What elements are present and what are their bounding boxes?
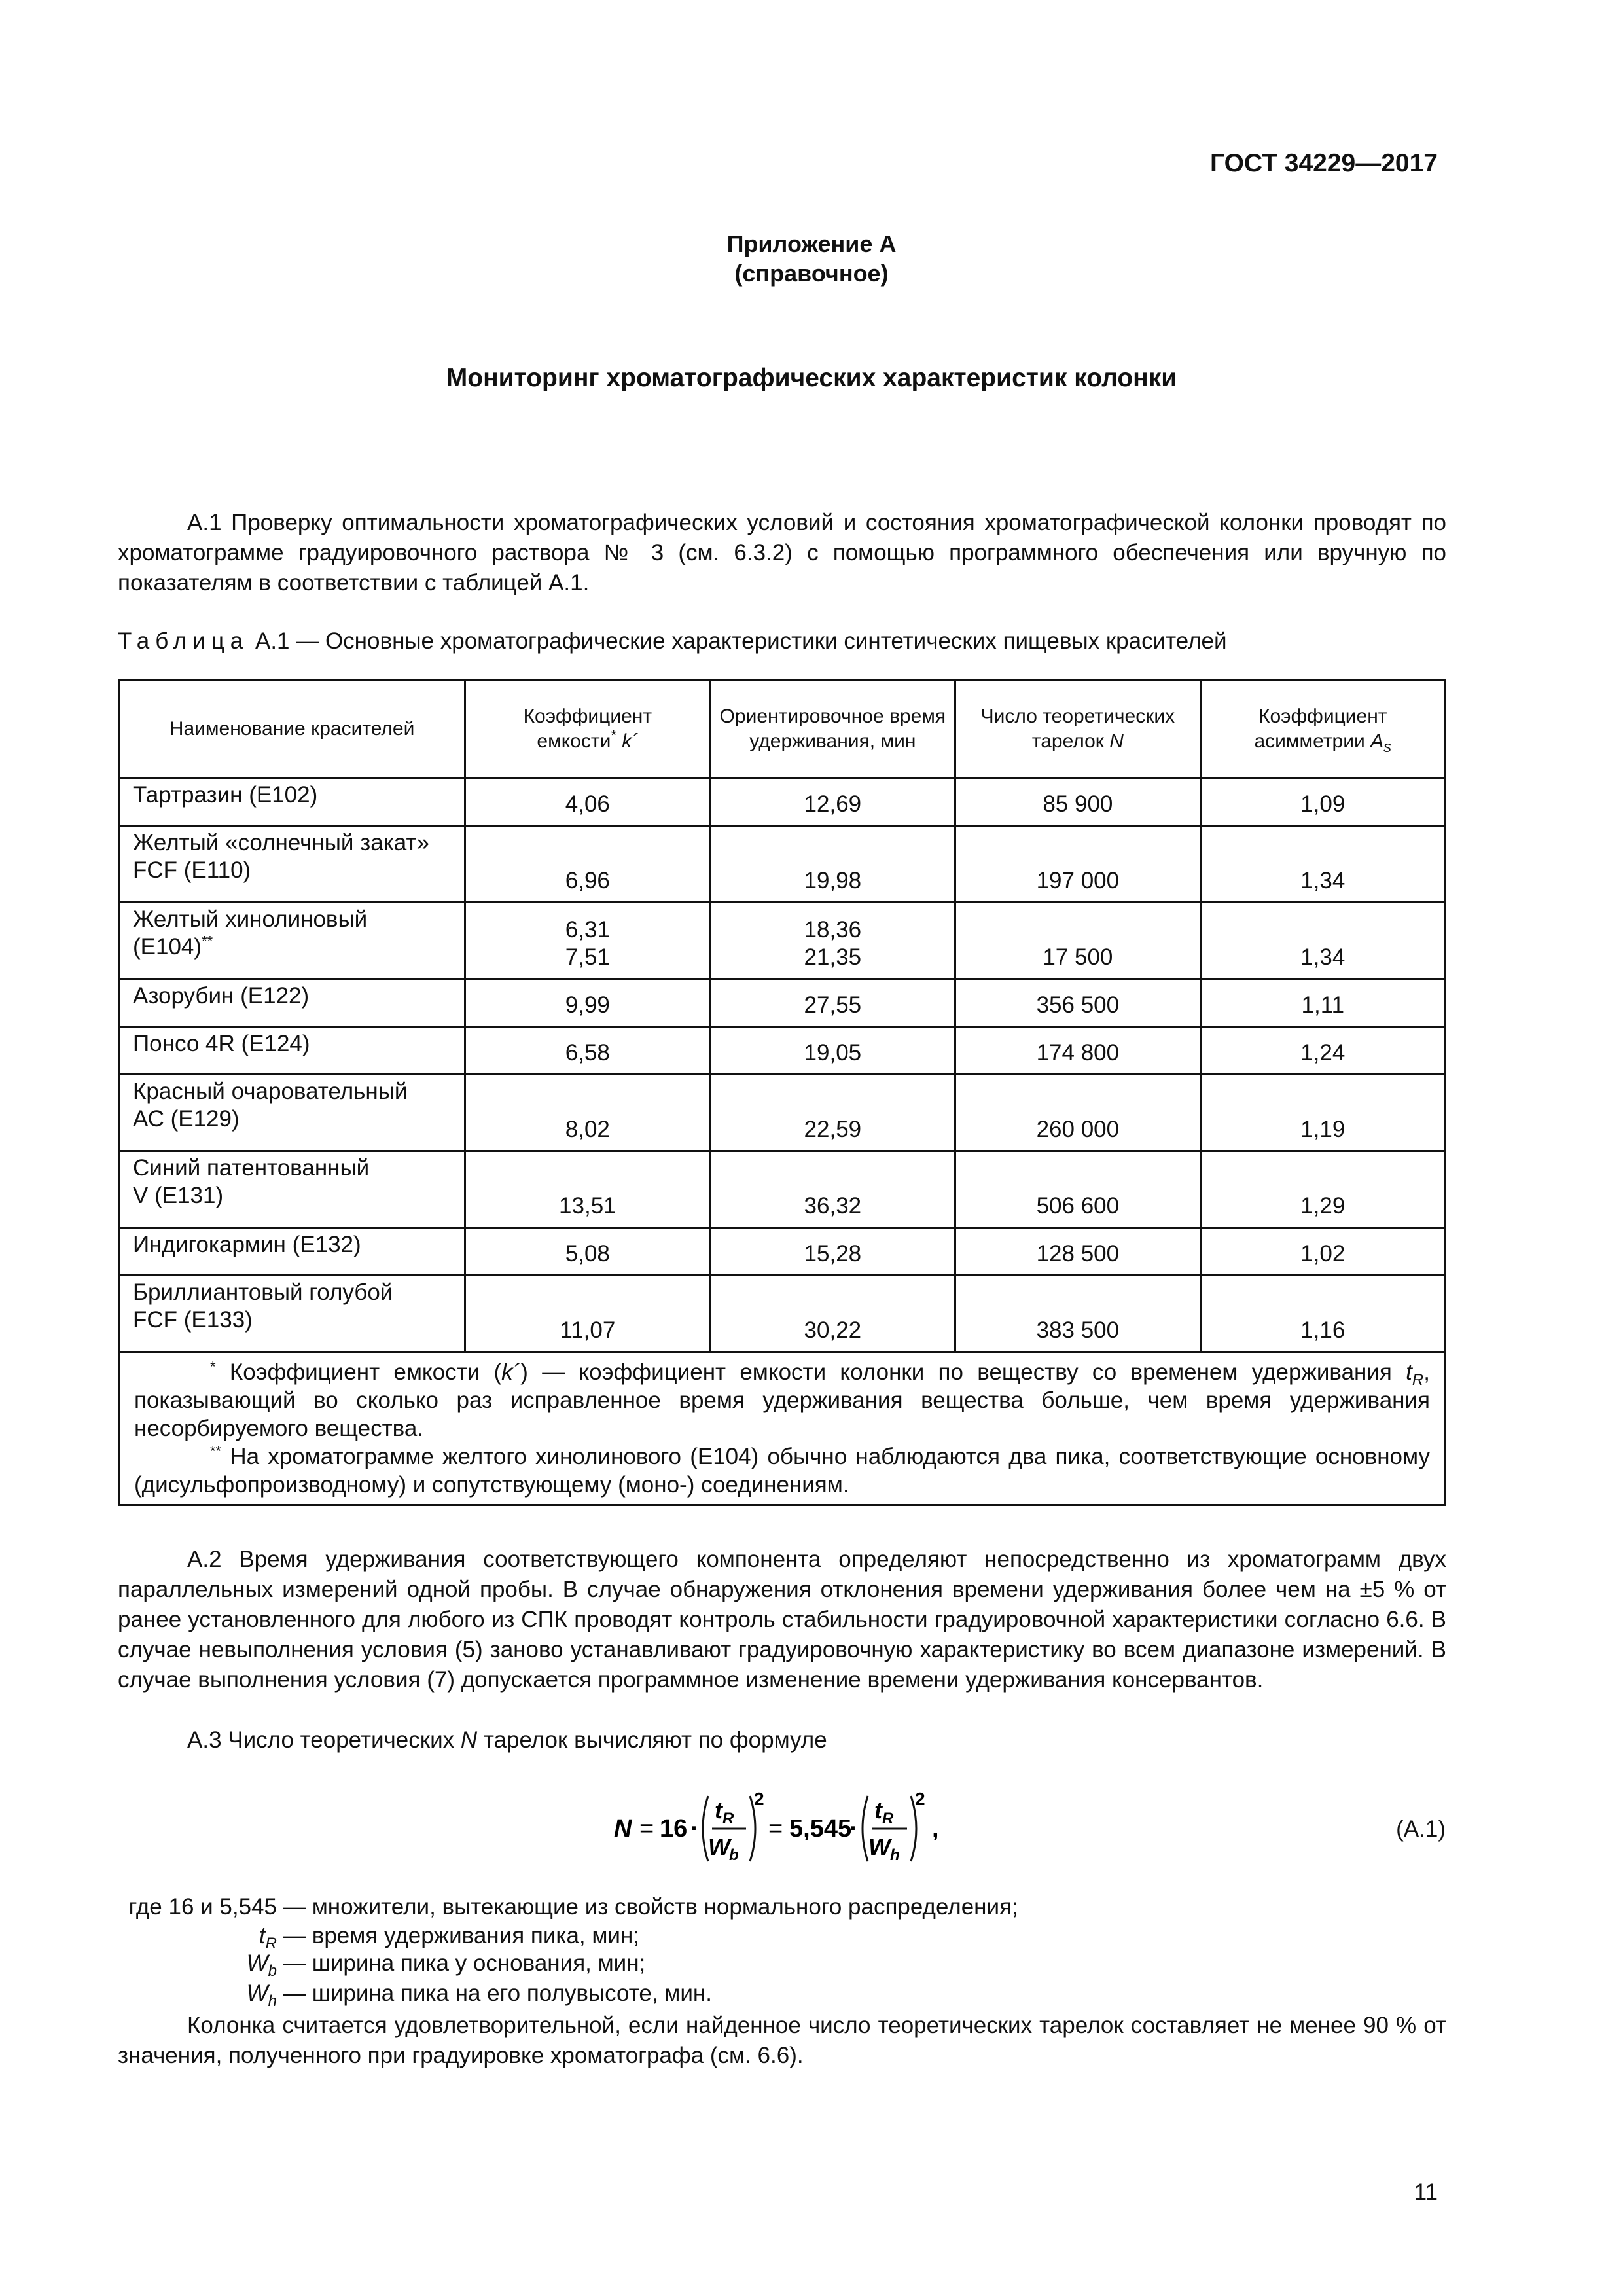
cell-dye-name: Тартразин (Е102) (119, 778, 465, 826)
cell-plates: 197 000 (955, 826, 1200, 903)
header-asymmetry: Коэффициент асимметрии $A_s$ (1200, 681, 1445, 778)
formula-wb-sub: b (729, 1846, 739, 1864)
page-number: 11 (1414, 2179, 1438, 2205)
cell-asymmetry: 1,02 (1200, 1228, 1445, 1276)
cell-retention: 19,98 (710, 826, 955, 903)
cell-retention: 12,69 (710, 778, 955, 826)
formula-dot1: · (690, 1815, 699, 1842)
formula-power-2: 2 (915, 1789, 925, 1809)
cell-capacity: 6,96 (465, 826, 710, 903)
formula-t2: t (874, 1797, 882, 1823)
cell-retention: 30,22 (710, 1276, 955, 1352)
formula-t1: t (715, 1797, 722, 1823)
formula-t2-sub: R (882, 1810, 894, 1827)
table-row (119, 1276, 1446, 1352)
formula-eq2: = (768, 1815, 783, 1842)
cell-capacity: 11,07 (465, 1276, 710, 1352)
formula-c1: 16 (660, 1815, 688, 1842)
header-retention: Ориентировочное время удерживания, мин (710, 681, 955, 778)
plates-formula (0, 1782, 1623, 1873)
cell-capacity: 13,51 (465, 1151, 710, 1228)
cell-plates: 85 900 (955, 778, 1200, 826)
cell-plates: 383 500 (955, 1276, 1200, 1352)
cell-asymmetry: 1,34 (1200, 826, 1445, 903)
where-description: — время удерживания пика, мин; (283, 1923, 640, 1948)
formula-comma: , (932, 1815, 939, 1842)
where-symbol: $W_b$ (246, 1950, 277, 1980)
cell-capacity: 8,02 (465, 1075, 710, 1151)
cell-dye-name: Понсо 4R (Е124) (119, 1027, 465, 1075)
formula-wh: W (868, 1833, 891, 1860)
cell-asymmetry: 1,16 (1200, 1276, 1445, 1352)
formula-wb: W (708, 1833, 730, 1860)
table-caption (118, 628, 1227, 655)
table-row (119, 903, 1446, 979)
table-notes-row (119, 1352, 1446, 1505)
formula-t1-sub: R (722, 1810, 734, 1827)
cell-retention: 36,32 (710, 1151, 955, 1228)
cell-plates: 174 800 (955, 1027, 1200, 1075)
where-symbol: $t_R$ (259, 1923, 277, 1952)
header-capacity: Коэффициент емкости* k´ (465, 681, 710, 778)
formula-number: (А.1) (1396, 1816, 1446, 1842)
cell-asymmetry: 1,11 (1200, 979, 1445, 1027)
table-row (119, 1075, 1446, 1151)
header-name: Наименование красителей (119, 681, 465, 778)
cell-plates: 17 500 (955, 903, 1200, 979)
cell-dye-name: Красный очаровательный АС (Е129) (119, 1075, 465, 1151)
table-row (119, 778, 1446, 826)
where-symbol: $W_h$ (246, 1981, 277, 2010)
footnote-1: * Коэффициент емкости (k´) — коэффициент емкости колонки по веществу со временем удерживания $t_R$, показывающий во сколько раз исправленное время удерживания вещества больше, чем время удерживания несорбируемого вещества. (134, 1358, 1430, 1441)
annex-kind: (справочное) (734, 260, 889, 287)
formula-paren-left-2 (863, 1796, 868, 1861)
formula-dot2: · (849, 1815, 858, 1842)
where-description: — множители, вытекающие из свойств нормального распределения; (283, 1894, 1018, 1920)
formula-lhs: N (614, 1815, 632, 1842)
header-plates: Число теоретических тарелок N (955, 681, 1200, 778)
cell-retention: 18,36 21,35 (710, 903, 955, 979)
characteristics-table (118, 679, 1446, 1506)
formula-c2: 5,545 (789, 1815, 852, 1842)
cell-capacity: 6,58 (465, 1027, 710, 1075)
conclusion-paragraph: Колонка считается удовлетворительной, если найденное число теоретических тарелок составляет не менее 90 % от значения, полученного при градуировке хроматографа (см. 6.6). (118, 2013, 1446, 2068)
cell-plates: 356 500 (955, 979, 1200, 1027)
cell-capacity: 9,99 (465, 979, 710, 1027)
where-symbol: где 16 и 5,545 (128, 1894, 277, 1920)
cell-capacity: 4,06 (465, 778, 710, 826)
cell-dye-name: Синий патентованный V (Е131) (119, 1151, 465, 1228)
table-header-row (119, 681, 1446, 778)
table-row (119, 826, 1446, 903)
formula-power-1: 2 (754, 1789, 764, 1809)
cell-asymmetry: 1,09 (1200, 778, 1445, 826)
cell-dye-name: Азорубин (Е122) (119, 979, 465, 1027)
cell-plates: 506 600 (955, 1151, 1200, 1228)
cell-retention: 27,55 (710, 979, 955, 1027)
cell-retention: 15,28 (710, 1228, 955, 1276)
cell-retention: 22,59 (710, 1075, 955, 1151)
annex-title: Приложение А (726, 230, 897, 257)
table-row (119, 979, 1446, 1027)
table-caption-text: А.1 — Основные хроматографические характеристики синтетических пищевых красителей (255, 628, 1227, 654)
table-row (119, 1228, 1446, 1276)
formula-paren-left-1 (703, 1796, 708, 1861)
cell-retention: 19,05 (710, 1027, 955, 1075)
cell-dye-name: Желтый «солнечный закат» FCF (Е110) (119, 826, 465, 903)
cell-capacity: 5,08 (465, 1228, 710, 1276)
table-row (119, 1151, 1446, 1228)
cell-asymmetry: 1,24 (1200, 1027, 1445, 1075)
cell-asymmetry: 1,29 (1200, 1151, 1445, 1228)
cell-asymmetry: 1,34 (1200, 903, 1445, 979)
paragraph-a1: А.1 Проверку оптимальности хроматографических условий и состояния хроматографической колонки проводят по хроматограмме градуировочного раствора № 3 (см. 6.3.2) с помощью программного обеспечения или вручную по показателям в соответствии с таблицей А.1. (118, 510, 1446, 596)
where-description: — ширина пика у основания, мин; (283, 1950, 646, 1976)
cell-dye-name: Индигокармин (Е132) (119, 1228, 465, 1276)
cell-asymmetry: 1,19 (1200, 1075, 1445, 1151)
cell-plates: 260 000 (955, 1075, 1200, 1151)
where-description: — ширина пика на его полувысоте, мин. (283, 1981, 712, 2006)
table-caption-prefix: Таблица (118, 628, 249, 654)
cell-dye-name: Бриллиантовый голубой FCF (Е133) (119, 1276, 465, 1352)
standard-designation: ГОСТ 34229—2017 (1210, 149, 1438, 177)
table-row (119, 1027, 1446, 1075)
formula-wh-sub: h (890, 1846, 900, 1864)
cell-plates: 128 500 (955, 1228, 1200, 1276)
cell-dye-name: Желтый хинолиновый (Е104)** (119, 903, 465, 979)
paragraph-a3: А.3 Число теоретических N тарелок вычисляют по формуле (187, 1727, 827, 1753)
cell-capacity: 6,31 7,51 (465, 903, 710, 979)
formula-eq1: = (639, 1815, 654, 1842)
paragraph-a2: А.2 Время удерживания соответствующего компонента определяют непосредственно из хроматограмм двух параллельных измерений одной пробы. В случае обнаружения отклонения времени удерживания более чем на ±5 % от ранее установленного для любого из СПК проводят контроль стабильности градуировочной характеристики согласно 6.6. В случае невыполнения условия (5) заново устанавливают градуировочную характеристику во всем диапазоне измерений. В случае выполнения условия (7) допускается программное изменение времени удерживания консервантов. (118, 1547, 1446, 1693)
footnote-2: ** На хроматограмме желтого хинолинового (Е104) обычно наблюдаются два пика, соответствующие основному (дисульфопроизводному) и сопутствующему (моно-) соединениям. (134, 1443, 1430, 1498)
table-notes (119, 1352, 1446, 1505)
section-title: Мониторинг хроматографических характеристик колонки (446, 364, 1177, 392)
